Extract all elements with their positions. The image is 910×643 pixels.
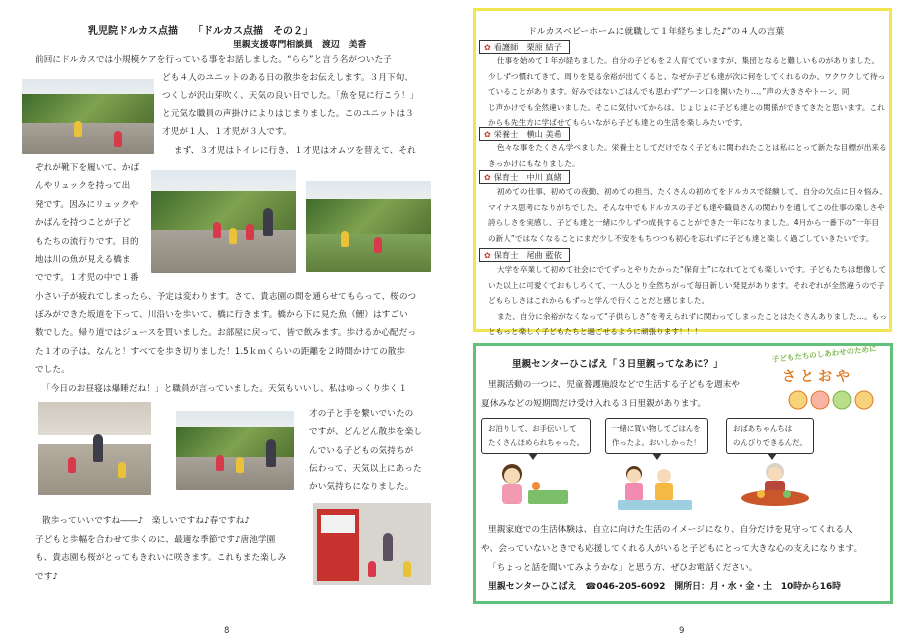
walk-photo-2 — [151, 170, 296, 273]
staff-comment-line: どもらしさはこれからもずっと学んで行くことだと感じました。 — [488, 296, 710, 305]
staff-comment-line: 少しずつ慣れてきて、周りを見る余裕が出てくると、なぜか子ども達が次に何をしてくれるのか、ワクワクして待っ — [488, 72, 886, 81]
foster-intro-line: 里親活動の一つに、児童養護施設などで生活する子どもを週末や — [488, 380, 740, 390]
staff-comment-line: いた以上に可愛くておもしろくて、一人ひとり全然ちがって毎日新しい発見があります。それぞれが全然違うので子 — [488, 281, 885, 290]
staff-label: ✿ 保育士 中川 真緒 — [479, 170, 570, 184]
left-para-line: です♪ — [35, 572, 58, 582]
staff-voices-title: ドルカスベビーホームに就職して１年経ちました♪”の４人の言葉 — [528, 27, 785, 37]
left-para-line: 才児が１人、１才児が３人です。 — [162, 127, 292, 137]
staff-comment-line: ていることがあります。好みではないごはんでも思わず“アーン口を開いたり…。”声の大きさやトーン、同 — [488, 87, 850, 96]
left-byline: 里親支援専門相談員 渡辺 美香 — [233, 40, 367, 50]
satooya-logo: 子どもたちのしあわせのために さとおや — [772, 354, 882, 412]
foster-contact: 里親センターひこばえ ☎046-205-6092 開所日：月・水・金・土 10時から16時 — [488, 582, 842, 592]
staff-comment-line: の新人”ではなくなることにまだ少し不安をもちつつも初心を忘れずに子ども達と楽しく過ごしていきたいです。 — [488, 234, 874, 243]
left-para-line: 伝わって、天気以上にあった — [309, 464, 422, 474]
left-para-line: んやリュックを持って出 — [35, 181, 131, 191]
walk-photo-6 — [313, 503, 431, 585]
staff-comment-line: 初めての仕事、初めての夜勤、初めての担当、たくさんの初めてをドルカスで経験して、自分の欠点に日々悩み、 — [497, 187, 888, 196]
staff-comment-line: 誇らしさを実感し、子ども達と一緒に少しずつ成長することができた一年になりました。4月から一番下の“一年目 — [488, 218, 880, 227]
staff-comment-line: からも先生方に学ばせてもらいながら子ども達との生活を楽しみたいです。 — [488, 118, 748, 127]
walk-photo-5 — [176, 411, 294, 490]
left-para-line: 才の子と手を繋いでいたの — [309, 409, 414, 419]
staff-comment-line: マイナス思考になりがちでした。そんな中でもドルカスの子ども達や職員さんの関わりを通してこの仕事の楽しさや — [488, 203, 885, 212]
left-para-line: 数でした。帰り道ではジュースを買いました。お部屋に戻って、皆で飲みます。歩けるか心配だっ — [35, 328, 417, 338]
left-para-line: ぞれが靴下を履いて、かば — [35, 163, 140, 173]
foster-title: 里親センターひこばえ「３日里親ってなあに？」 — [512, 359, 723, 370]
staff-comment-line: また、自分に余裕がなくなって“子供らしさ”を考えられずに関わってしまったことはたくさんありました…。もっ — [497, 312, 888, 321]
staff-label: ✿ 栄養士 横山 美希 — [479, 127, 570, 141]
staff-comment-line: 大学を卒業して初めて社会にでてずっとやりたかった“保育士”になれてとても楽しいです。子どもたちは想像して — [497, 265, 887, 274]
left-para-line: 前回にドルカスでは小規模ケアを行っている事をお話しました。“らら”と言う名がついた子 — [35, 55, 392, 65]
left-para-line: ぼみができた坂道を下って、川沿いを歩いて、橋に行きます。橋から下に見た魚（鯉）はすごい — [35, 310, 408, 320]
flower-icon: ✿ — [484, 251, 491, 260]
foster-intro-line: 夏休みなどの短期間だけ受け入れる３日里親があります。 — [481, 399, 707, 409]
foster-body-line: 里親家庭での生活体験は、自立に向けた生活のイメージになり、自分だけを見守ってくれる人 — [488, 525, 853, 535]
left-para-line: 「今日のお昼寝は爆睡だね！」と職員が言っていました。天気もいいし、私はゆっくり歩く１ — [42, 384, 408, 394]
staff-comment-line: 色々な事をたくさん学べました。栄養士としてだけでなく子どもに関われたことは私にとって新たな目標が出来る — [497, 143, 887, 152]
walk-photo-4 — [38, 402, 151, 495]
left-para-line: 小さい子が疲れてしまったら、予定は変わります。さて、貴志園の間を通らせてもらって、桜のつ — [35, 292, 417, 302]
family-faces-icon — [786, 388, 878, 410]
left-para-line: ども４人のユニットのある日の散歩をお伝えします。３月下旬、 — [162, 73, 414, 83]
cooking-together-illustration — [612, 464, 702, 514]
left-para-line: 子どもと歩幅を合わせて歩くのに、最適な季節です♪唐池学園 — [35, 535, 276, 545]
left-para-line: まず、３才児はトイレに行き、１才児はオムツを替えて、それ — [174, 146, 416, 156]
left-para-line: かい気持ちになりました。 — [309, 482, 414, 492]
flower-icon: ✿ — [484, 43, 491, 52]
left-para-line: と元気な職員の声掛けによりはじまりました。このユニットは３ — [162, 109, 414, 119]
left-para-line: んでいる子どもの気持ちが — [309, 446, 414, 456]
staff-comment-line: きっかけにもなりました。 — [488, 159, 580, 168]
walk-photo-1 — [22, 79, 154, 154]
left-para-line: も、貴志園も桜がとってもきれいに咲きます。これもまた楽しみ — [35, 553, 287, 563]
grandma-meal-illustration — [735, 460, 815, 512]
left-para-line: 発です。因みにリュックや — [35, 200, 139, 210]
page-number-left: 8 — [224, 626, 230, 636]
staff-comment-line: ともっと楽しく子どもたちと過ごせるように頑張ります！！！ — [488, 327, 703, 336]
left-para-line: つくしが沢山芽吹く、天気の良い日でした。「魚を見に行こう！」 — [162, 91, 419, 101]
staff-label: ✿ 看護師 栗原 結子 — [479, 40, 570, 54]
speech-bubble: お泊りして、お手伝いして たくさんほめられちゃった。 — [481, 418, 591, 454]
staff-label: ✿ 保育士 尾曲 藍依 — [479, 248, 570, 262]
left-para-line: 散歩っていいですね――♪ 楽しいですね♪春ですね♪ — [42, 516, 251, 526]
child-helping-illustration — [488, 460, 578, 512]
foster-body-line: や、会っていないときでも応援してくれる人がいると子どもにとって大きな心の支えになります。 — [481, 544, 863, 554]
speech-bubble: 一緒に買い物してごはんを 作ったよ。おいしかった！ — [605, 418, 708, 454]
left-para-line: 地は川の魚が見える橋ま — [35, 255, 131, 265]
left-title: 乳児院ドルカス点描 「ドルカス点描 その２」 — [88, 26, 313, 37]
foster-body-line: 「ちょっと話を聞いてみようかな」と思う方、ぜひお電話ください。 — [488, 563, 758, 573]
left-para-line: もたちの流行りです。目的 — [35, 237, 139, 247]
page-number-right: 9 — [679, 626, 685, 636]
left-para-line: でした。 — [35, 365, 70, 375]
left-para-line: ですが、どんどん散歩を楽し — [309, 427, 423, 437]
left-para-line: かばんを持つことが子ど — [35, 218, 131, 228]
left-para-line: た１才の子は、なんと！すべてを歩き切りました！1.5ｋｍくらいの距離を２時間かけての散歩 — [35, 347, 406, 357]
left-para-line: でです。１才児の中で１番 — [35, 273, 139, 283]
walk-photo-3 — [306, 181, 431, 272]
speech-bubble: おばあちゃんちは のんびりできるんだ。 — [726, 418, 814, 454]
flower-icon: ✿ — [484, 173, 491, 182]
staff-comment-line: じ声かけでも全然違いました。そこに気付いてからは、じょじょに子ども達との関係ができてきたと思います。これ — [488, 103, 885, 112]
staff-comment-line: 仕事を始めて１年が経ちました。自分の子どもを２人育てていますが、集団となると難しいものがありました。 — [497, 56, 880, 65]
flower-icon: ✿ — [484, 130, 491, 139]
